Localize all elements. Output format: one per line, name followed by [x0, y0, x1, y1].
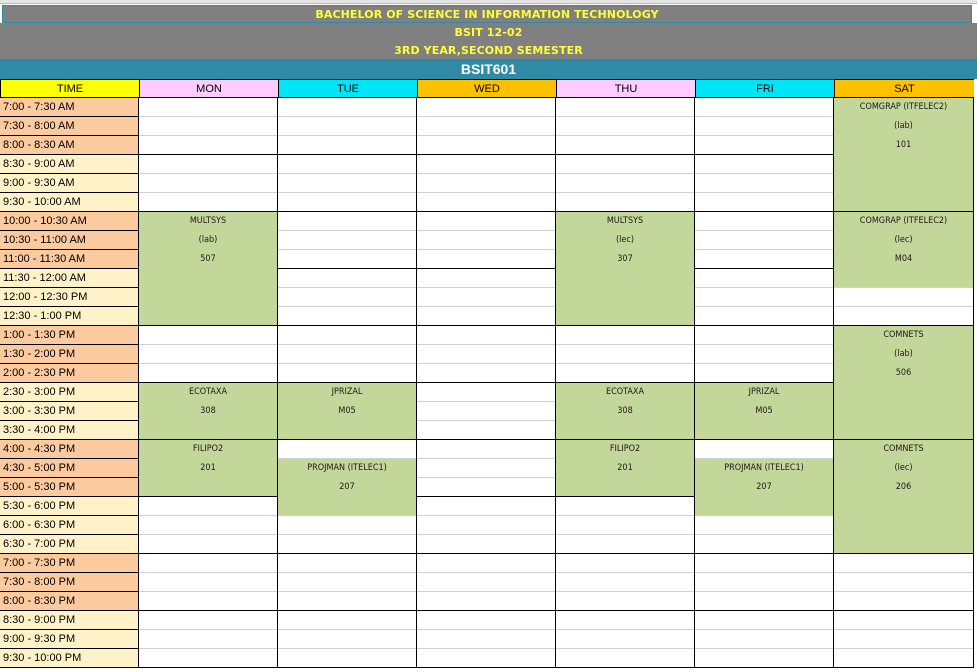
- time-slot[interactable]: 2:30 - 3:00 PM: [0, 383, 139, 402]
- class-block[interactable]: [556, 383, 694, 439]
- class-block[interactable]: [139, 212, 277, 325]
- time-slot[interactable]: 6:30 - 7:00 PM: [0, 535, 139, 554]
- time-slot[interactable]: 4:30 - 5:00 PM: [0, 459, 139, 478]
- class-block[interactable]: [556, 440, 694, 496]
- class-block-line: (lab): [198, 235, 218, 245]
- time-slot[interactable]: 9:30 - 10:00 PM: [0, 649, 139, 668]
- time-slot[interactable]: 8:00 - 8:30 PM: [0, 592, 139, 611]
- class-code-cell[interactable]: [0, 59, 977, 79]
- class-block-line: M05: [338, 406, 356, 416]
- class-block[interactable]: [139, 440, 277, 496]
- class-block-line: COMNETS: [883, 330, 924, 340]
- class-block-line: 201: [200, 463, 216, 473]
- previous-row-strip: [0, 0, 977, 4]
- day-header-fri[interactable]: FRI: [695, 79, 834, 98]
- class-block-line: ECOTAXA: [188, 387, 227, 397]
- time-slot[interactable]: 7:30 - 8:00 PM: [0, 573, 139, 592]
- class-block-line: (lec): [615, 235, 634, 245]
- day-header-thu[interactable]: THU: [556, 79, 695, 98]
- class-block-line: COMNETS: [883, 444, 924, 454]
- class-block-line: ECOTAXA: [605, 387, 644, 397]
- column-line: [416, 98, 417, 668]
- column-line: [973, 98, 974, 668]
- class-block-line: (lab): [894, 121, 913, 131]
- program-title-cell[interactable]: [2, 5, 972, 23]
- time-slot[interactable]: 3:30 - 4:00 PM: [0, 421, 139, 440]
- time-slot[interactable]: 9:00 - 9:30 PM: [0, 630, 139, 649]
- class-block[interactable]: [695, 383, 833, 439]
- class-block-line: JPRIZAL: [748, 387, 780, 397]
- section-label: BSIT 12-02: [454, 25, 523, 39]
- time-slot[interactable]: 3:00 - 3:30 PM: [0, 402, 139, 421]
- class-block[interactable]: [695, 459, 833, 515]
- row-line: [139, 572, 974, 573]
- class-block-line: 506: [895, 368, 912, 378]
- row-line: [139, 553, 974, 554]
- time-slot[interactable]: 6:00 - 6:30 PM: [0, 516, 139, 535]
- class-block-line: M05: [755, 406, 773, 416]
- class-block-line: PROJMAN (ITELEC1): [307, 463, 387, 473]
- row-line: [139, 610, 974, 611]
- program-title: BACHELOR OF SCIENCE IN INFORMATION TECHNOLOGY: [315, 7, 659, 21]
- class-block[interactable]: [278, 459, 416, 515]
- day-header-time[interactable]: TIME: [0, 79, 139, 98]
- row-line: [139, 648, 974, 649]
- class-block-line: MULTSYS: [189, 216, 227, 226]
- class-block-line: 307: [617, 254, 633, 264]
- class-block-line: M04: [894, 254, 913, 264]
- time-slot[interactable]: 7:30 - 8:00 AM: [0, 117, 139, 136]
- term-label: 3RD YEAR,SECOND SEMESTER: [394, 43, 583, 57]
- time-slot[interactable]: 7:00 - 7:30 AM: [0, 98, 139, 117]
- term-cell[interactable]: [0, 41, 977, 59]
- day-header-wed[interactable]: WED: [417, 79, 556, 98]
- day-header-tue[interactable]: TUE: [278, 79, 417, 98]
- class-block-line: (lec): [894, 463, 913, 473]
- time-slot[interactable]: 12:30 - 1:00 PM: [0, 307, 139, 326]
- time-slot[interactable]: 10:00 - 10:30 AM: [0, 212, 139, 231]
- class-block-line: 207: [339, 482, 355, 492]
- class-block-line: (lec): [894, 235, 913, 245]
- class-block-line: COMGRAP (ITFELEC2): [859, 102, 948, 112]
- class-block-line: FILIPO2: [609, 444, 641, 454]
- class-block-line: 201: [617, 463, 633, 473]
- time-slot[interactable]: 8:30 - 9:00 AM: [0, 155, 139, 174]
- class-block-line: (lab): [894, 349, 913, 359]
- day-header-sat[interactable]: SAT: [834, 79, 974, 98]
- row-line: [139, 629, 974, 630]
- time-slot[interactable]: 5:00 - 5:30 PM: [0, 478, 139, 497]
- class-block-line: MULTSYS: [606, 216, 644, 226]
- class-block-line: 206: [895, 482, 912, 492]
- class-block[interactable]: [139, 383, 277, 439]
- time-slot[interactable]: 8:30 - 9:00 PM: [0, 611, 139, 630]
- class-block-line: 507: [200, 254, 216, 264]
- class-block-line: 207: [756, 482, 772, 492]
- day-header-mon[interactable]: MON: [139, 79, 278, 98]
- time-slot[interactable]: 1:00 - 1:30 PM: [0, 326, 139, 345]
- time-slot[interactable]: 2:00 - 2:30 PM: [0, 364, 139, 383]
- time-slot[interactable]: 9:30 - 10:00 AM: [0, 193, 139, 212]
- time-slot[interactable]: 4:00 - 4:30 PM: [0, 440, 139, 459]
- time-slot[interactable]: 8:00 - 8:30 AM: [0, 136, 139, 155]
- class-block-line: 101: [895, 140, 912, 150]
- time-slot[interactable]: 7:00 - 7:30 PM: [0, 554, 139, 573]
- time-slot[interactable]: 11:30 - 12:00 AM: [0, 269, 139, 288]
- time-slot[interactable]: 10:30 - 11:00 AM: [0, 231, 139, 250]
- class-block[interactable]: [834, 326, 973, 439]
- time-slot[interactable]: 11:00 - 11:30 AM: [0, 250, 139, 269]
- class-block[interactable]: [278, 383, 416, 439]
- class-block[interactable]: [834, 440, 973, 553]
- class-block[interactable]: [834, 212, 973, 287]
- class-block[interactable]: [556, 212, 694, 325]
- class-block[interactable]: [834, 98, 973, 211]
- class-block-line: 308: [617, 406, 633, 416]
- time-slot[interactable]: 9:00 - 9:30 AM: [0, 174, 139, 193]
- time-slot[interactable]: 5:30 - 6:00 PM: [0, 497, 139, 516]
- class-block-line: JPRIZAL: [331, 387, 363, 397]
- row-line: [139, 667, 974, 668]
- class-block-line: 308: [200, 406, 216, 416]
- section-cell[interactable]: [0, 23, 977, 41]
- row-line: [139, 591, 974, 592]
- class-block-line: PROJMAN (ITELEC1): [724, 463, 804, 473]
- time-slot[interactable]: 12:00 - 12:30 PM: [0, 288, 139, 307]
- class-block-line: COMGRAP (ITFELEC2): [859, 216, 948, 226]
- class-code: BSIT601: [460, 61, 517, 77]
- class-block-line: FILIPO2: [192, 444, 224, 454]
- time-slot[interactable]: 1:30 - 2:00 PM: [0, 345, 139, 364]
